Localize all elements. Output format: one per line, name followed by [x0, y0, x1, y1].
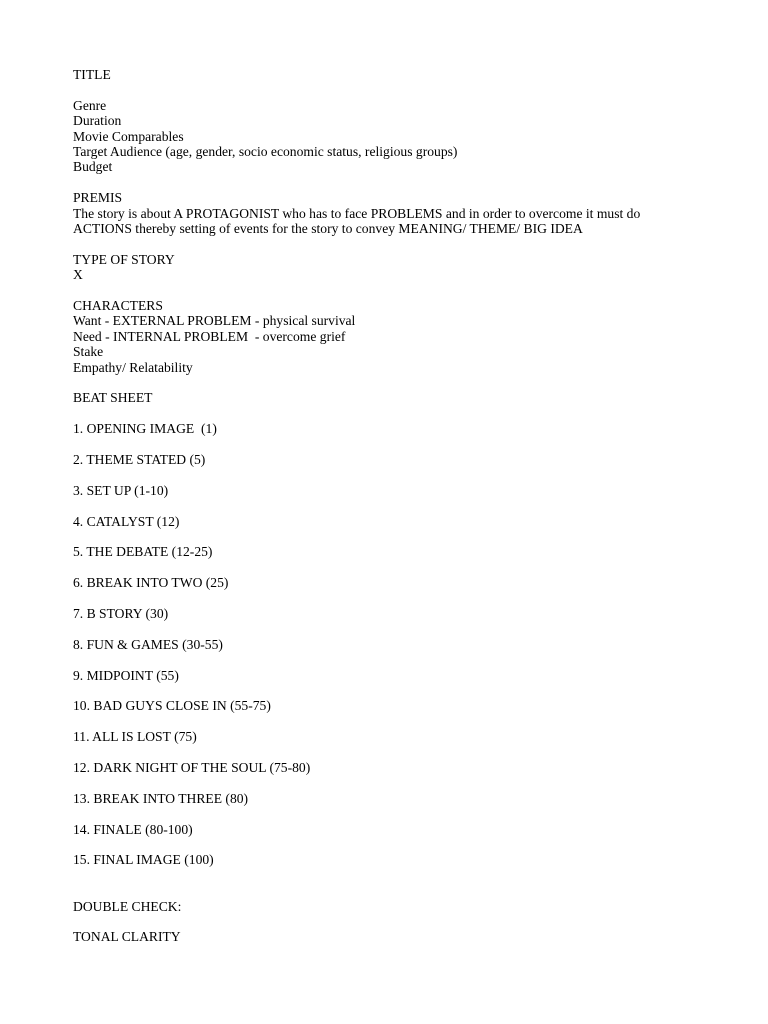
type-of-story-value: X [73, 267, 83, 283]
overview-target-audience: Target Audience (age, gender, socio economic status, religious groups) [73, 144, 458, 160]
beat-item: 9. MIDPOINT (55) [73, 667, 179, 683]
document-title: TITLE [73, 67, 111, 82]
spacer [73, 283, 743, 298]
double-check-heading: DOUBLE CHECK: [73, 898, 182, 914]
premise-heading: PREMIS [73, 190, 123, 206]
spacer [73, 175, 743, 190]
beat-item: 10. BAD GUYS CLOSE IN (55-75) [73, 698, 271, 714]
beat-item: 11. ALL IS LOST (75) [73, 729, 197, 745]
spacer [73, 883, 743, 898]
beat-item: 6. BREAK INTO TWO (25) [73, 575, 229, 591]
overview-budget: Budget [73, 159, 113, 175]
characters-want: Want - EXTERNAL PROBLEM - physical survival [73, 313, 356, 329]
beat-item: 15. FINAL IMAGE (100) [73, 852, 214, 868]
premise-line: The story is about A PROTAGONIST who has to face PROBLEMS and in order to overcome it must do [73, 205, 641, 221]
document-page [73, 67, 743, 945]
premise-line: ACTIONS thereby setting of events for the story to convey MEANING/ THEME/ BIG IDEA [73, 221, 583, 237]
spacer [73, 82, 743, 97]
overview-duration: Duration [73, 113, 122, 129]
spacer [73, 236, 743, 251]
overview-comparables: Movie Comparables [73, 128, 184, 144]
characters-empathy: Empathy/ Relatability [73, 359, 193, 375]
beat-item: 1. OPENING IMAGE (1) [73, 421, 217, 437]
beat-sheet-heading: BEAT SHEET [73, 390, 153, 406]
beat-item: 8. FUN & GAMES (30-55) [73, 636, 223, 652]
spacer [73, 375, 743, 390]
beat-list [73, 421, 743, 868]
beat-item: 12. DARK NIGHT OF THE SOUL (75-80) [73, 760, 311, 776]
beat-item: 7. B STORY (30) [73, 606, 169, 622]
beat-item: 13. BREAK INTO THREE (80) [73, 790, 249, 806]
beat-item: 14. FINALE (80-100) [73, 821, 193, 837]
beat-item: 2. THEME STATED (5) [73, 452, 206, 468]
characters-need: Need - INTERNAL PROBLEM - overcome grief [73, 328, 346, 344]
characters-stake: Stake [73, 344, 104, 360]
beat-item: 4. CATALYST (12) [73, 513, 180, 529]
type-of-story-heading: TYPE OF STORY [73, 251, 175, 267]
overview-genre: Genre [73, 97, 107, 113]
characters-heading: CHARACTERS [73, 298, 163, 314]
beat-item: 5. THE DEBATE (12-25) [73, 544, 213, 560]
beat-item: 3. SET UP (1-10) [73, 482, 169, 498]
double-check-item: TONAL CLARITY [73, 929, 181, 945]
